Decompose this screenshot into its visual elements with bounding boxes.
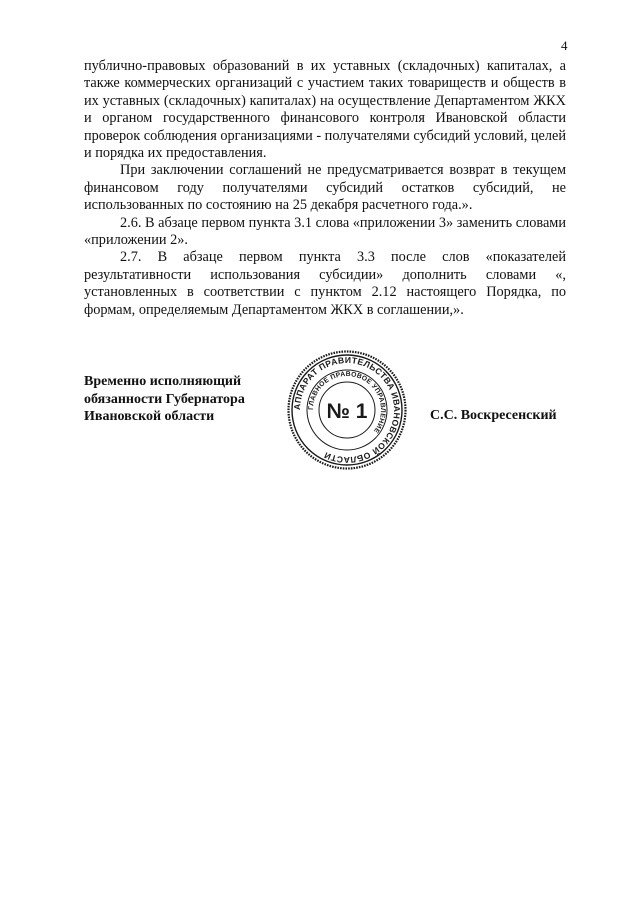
- signer-name: С.С. Воскресенский: [430, 408, 557, 423]
- stamp-outer-text: АППАРАТ ПРАВИТЕЛЬСТВА ИВАНОВСКОЙ ОБЛАСТИ: [291, 354, 403, 466]
- paragraph-2-7: 2.7. В абзаце первом пункта 3.3 после слов «показателей результативности использования субсидии» дополнить словами «, установленных в соответствии с пунктом 2.12 настоящего Порядка, по формам, определяемым Департаментом ЖКХ в соглашении,».: [84, 249, 566, 318]
- signer-title-line: обязанности Губернатора: [84, 391, 245, 407]
- stamp-inner-text: ГЛАВНОЕ ПРАВОВОЕ УПРАВЛЕНИЕ: [307, 370, 387, 435]
- signer-title-line: Временно исполняющий: [84, 374, 242, 389]
- signer-title-line: Ивановской области: [84, 409, 215, 424]
- paragraph-2-6: 2.6. В абзаце первом пункта 3.1 слова «приложении 3» заменить словами «приложении 2».: [84, 214, 566, 249]
- paragraph-subsidy-return: При заключении соглашений не предусматривается возврат в текущем финансовом году получателями субсидий остатков субсидий, не использованных по состоянию на 25 декабря расчетного года.».: [84, 162, 566, 214]
- official-stamp: [286, 349, 408, 471]
- document-body: [84, 58, 566, 319]
- page-number: 4: [561, 38, 568, 53]
- paragraph-continuation: публично-правовых образований в их уставных (складочных) капиталах, а также коммерческих организаций с участием таких товариществ и обществ в их уставных (складочных) капиталах) на осуществление Департаментом ЖКХ и органом государственного финансового контроля Ивановской области проверок соблюдения организациями - получателями субсидий условий, целей и порядка их предоставления.: [84, 58, 566, 162]
- signer-title: [84, 373, 284, 426]
- stamp-number: № 1: [326, 400, 368, 423]
